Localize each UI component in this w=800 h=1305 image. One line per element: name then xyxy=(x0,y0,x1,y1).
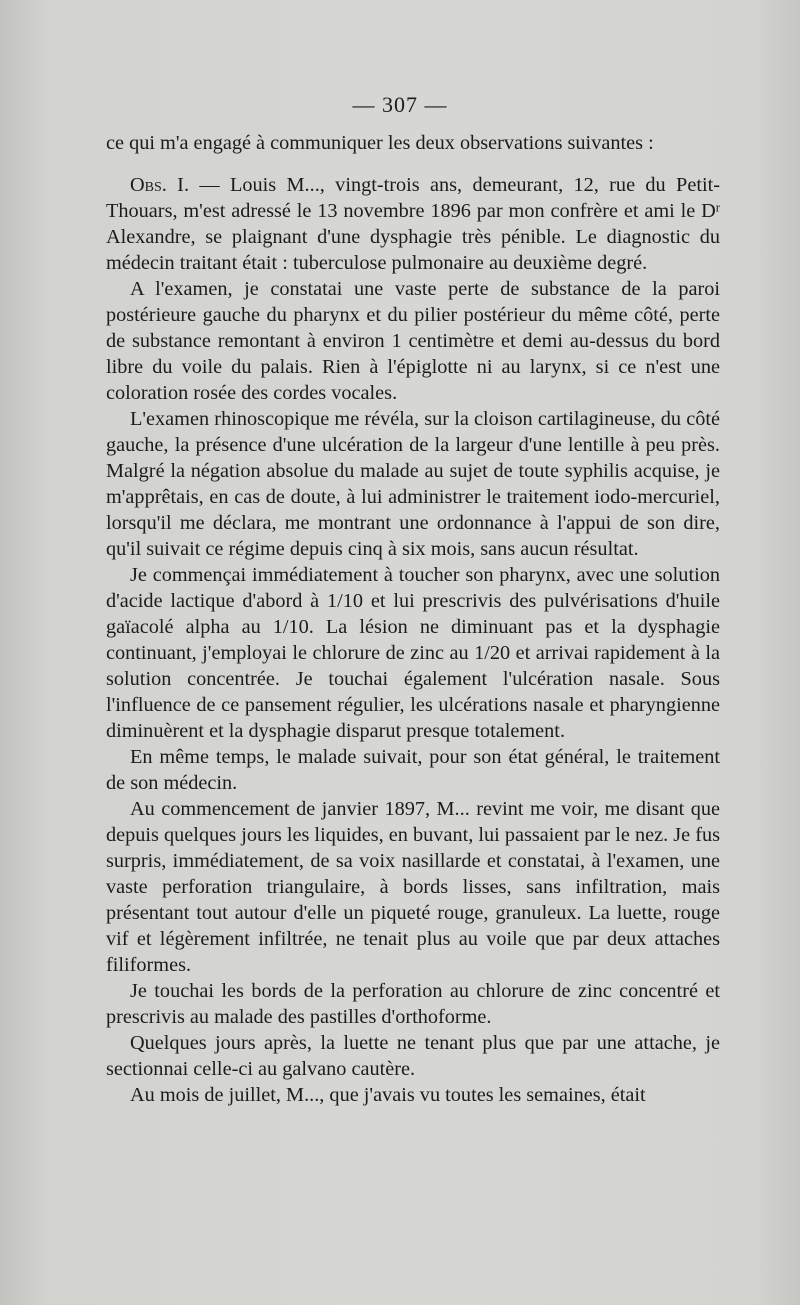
paragraph-etat-general: En même temps, le malade suivait, pour son état général, le traitement de son médecin. xyxy=(106,746,720,794)
paragraph-rhinoscopie: L'examen rhinoscopique me révéla, sur la cloison cartilagineuse, du côté gauche, la présence d'une ulcération de la largeur d'une lentille à peu près. Malgré la négation absolue du malade au sujet de toute syphilis acquise, je m'apprêtais, en cas de doute, à lui administrer le traitement iodo-mercuriel, lorsqu'il me déclara, me montrant une ordonnance à l'appui de son dire, qu'il suivait ce régime depuis cinq à six mois, sans aucun résultat. xyxy=(106,408,720,560)
paragraph-traitement: Je commençai immédiatement à toucher son pharynx, avec une solution d'acide lactique d'abord à 1/10 et lui prescrivis des pulvérisations d'huile gaïacolé alpha au 1/10. La lésion ne diminuant pas et la dysphagie continuant, j'employai le chlorure de zinc au 1/20 et arrivai rapidement à la solution concentrée. Je touchai également l'ulcération nasale. Sous l'influence de ce pansement régulier, les ulcérations nasale et pharyngienne diminuèrent et la dysphagie disparut presque totalement. xyxy=(106,564,720,742)
observation-text-continued: Alexandre, se plaignant d'une dysphagie très pénible. Le diagnostic du médecin traitant était : tuberculose pulmonaire au deuxième degré. xyxy=(106,226,720,274)
paragraph-janvier: Au commencement de janvier 1897, M... revint me voir, me disant que depuis quelques jours les liquides, en buvant, lui passaient par le nez. Je fus surpris, immédiatement, de sa voix nasillarde et constatai, à l'examen, une vaste perforation triangulaire, à bords lisses, sans infiltration, mais présentant tout autour d'elle un piqueté rouge, granuleux. La luette, rouge vif et légèrement infiltrée, ne tenait plus au voile que par deux attaches filiformes. xyxy=(106,798,720,976)
paragraph-luette: Quelques jours après, la luette ne tenant plus que par une attache, je sectionnai celle-ci au galvano cautère. xyxy=(106,1032,720,1080)
doctor-superscript: r xyxy=(715,200,720,215)
paragraph-perforation: Je touchai les bords de la perforation au chlorure de zinc concentré et prescrivis au malade des pastilles d'orthoforme. xyxy=(106,980,720,1028)
observation-text: — Louis M..., vingt-trois ans, demeurant, 12, rue du Petit-Thouars, m'est adressé le 13 novembre 1896 par mon confrère et ami le D xyxy=(106,174,720,222)
body-text xyxy=(106,130,720,1108)
paragraph-intro: ce qui m'a engagé à communiquer les deux observations suivantes : xyxy=(106,132,654,154)
paragraph-examen: A l'examen, je constatai une vaste perte de substance de la paroi postérieure gauche du pharynx et du pilier postérieur du même côté, perte de substance remontant à environ 1 centimètre et demi au-dessus du bord libre du voile du palais. Rien à l'épiglotte ni au larynx, si ce n'est une coloration rosée des cordes vocales. xyxy=(106,278,720,404)
paragraph-observation-1 xyxy=(106,172,720,276)
observation-label: Obs. I. xyxy=(130,174,190,196)
page-number: — 307 — xyxy=(352,92,448,117)
paragraph-juillet: Au mois de juillet, M..., que j'avais vu toutes les semaines, était xyxy=(130,1084,646,1106)
